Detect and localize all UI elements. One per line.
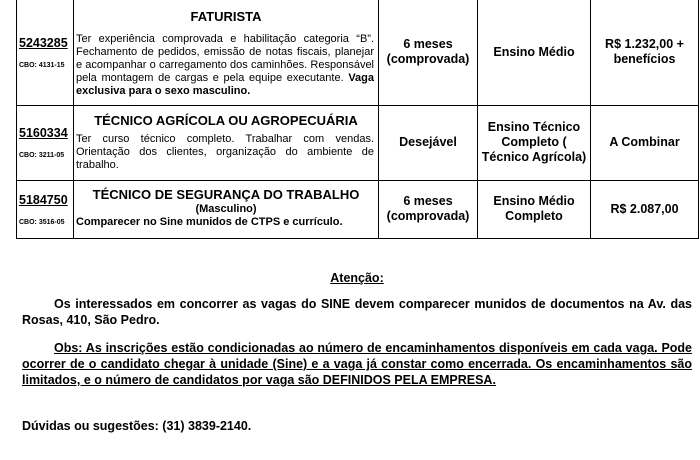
job-description xyxy=(74,133,378,172)
job-subtitle: (Masculino) xyxy=(195,202,257,215)
table-row xyxy=(17,0,699,105)
table-row xyxy=(17,180,699,238)
job-description-bold: Vaga exclusiva para o sexo masculino. xyxy=(76,72,374,97)
job-cbo: CBO: 3516-05 xyxy=(19,218,65,226)
job-experience xyxy=(379,180,478,238)
job-description-cell xyxy=(74,180,379,238)
job-title: FATURISTA xyxy=(190,9,262,24)
job-experience xyxy=(379,0,478,105)
job-salary xyxy=(591,0,699,105)
job-code-cell xyxy=(17,105,74,180)
job-experience-text: Desejável xyxy=(399,135,457,149)
job-education-text: Ensino Médio xyxy=(493,44,575,59)
instructions-paragraph: Os interessados em concorrer as vagas do SINE devem comparecer munidos de documentos na Av. das Rosas, 410, São Pedro. xyxy=(22,297,692,327)
job-description-text: Ter experiência comprovada e habilitação categoria “B”. Fechamento de pedidos, emissão de notas fiscais, planejar e acompanhar o carregamento dos caminhões. Responsável pela montagem de cargas e pela equipe executante. xyxy=(76,33,374,84)
job-education xyxy=(478,180,591,238)
job-education-text: Ensino Médio Completo xyxy=(493,194,575,223)
job-description-cell xyxy=(74,0,379,105)
job-code: 5184750 xyxy=(19,192,68,207)
job-code-cell xyxy=(17,0,74,105)
job-description-cell xyxy=(74,105,379,180)
job-code-cell xyxy=(17,180,74,238)
contact-paragraph: Dúvidas ou sugestões: (31) 3839-2140. xyxy=(22,419,252,433)
attention-heading: Atenção: xyxy=(330,271,384,285)
job-experience-text: 6 meses (comprovada) xyxy=(386,37,470,67)
job-cbo: CBO: 4131-15 xyxy=(19,61,65,69)
job-description-bold: Comparecer no Sine munidos de CTPS e currículo. xyxy=(76,215,343,228)
job-cbo: CBO: 3211-05 xyxy=(19,152,65,159)
job-description xyxy=(74,33,378,98)
job-salary-text: R$ 2.087,00 xyxy=(610,201,679,216)
job-experience xyxy=(379,105,478,180)
job-description-text: Ter curso técnico completo. Trabalhar com vendas. Orientação dos clientes, organização do ambiente de trabalho. xyxy=(76,132,374,171)
job-education-text: Ensino Técnico Completo ( Técnico Agrícola) xyxy=(481,120,587,164)
job-salary xyxy=(591,105,699,180)
job-experience-text: 6 meses (comprovada) xyxy=(386,194,470,223)
job-title: TÉCNICO DE SEGURANÇA DO TRABALHO xyxy=(92,186,360,202)
job-education xyxy=(478,105,591,180)
job-salary xyxy=(591,180,699,238)
observation-paragraph: Obs: As inscrições estão condicionadas ao número de encaminhamentos disponíveis em cada vaga. Pode ocorrer de o candidato chegar à unidade (Sine) e a vaga já constar como encerrada. Os encaminhamentos são limitados, e o número de candidatos por vaga são DEFINIDOS PELA EMPRESA. xyxy=(22,341,692,387)
job-code: 5160334 xyxy=(19,126,68,140)
notes-section xyxy=(22,270,692,434)
job-salary-text: R$ 1.232,00 + benefícios xyxy=(605,37,684,67)
job-code: 5243285 xyxy=(19,35,68,50)
jobs-table xyxy=(16,0,699,239)
job-description xyxy=(74,216,378,229)
job-title: TÉCNICO AGRÍCOLA OU AGROPECUÁRIA xyxy=(94,112,358,128)
job-education xyxy=(478,0,591,105)
job-salary-text: A Combinar xyxy=(609,135,680,149)
table-row xyxy=(17,105,699,180)
